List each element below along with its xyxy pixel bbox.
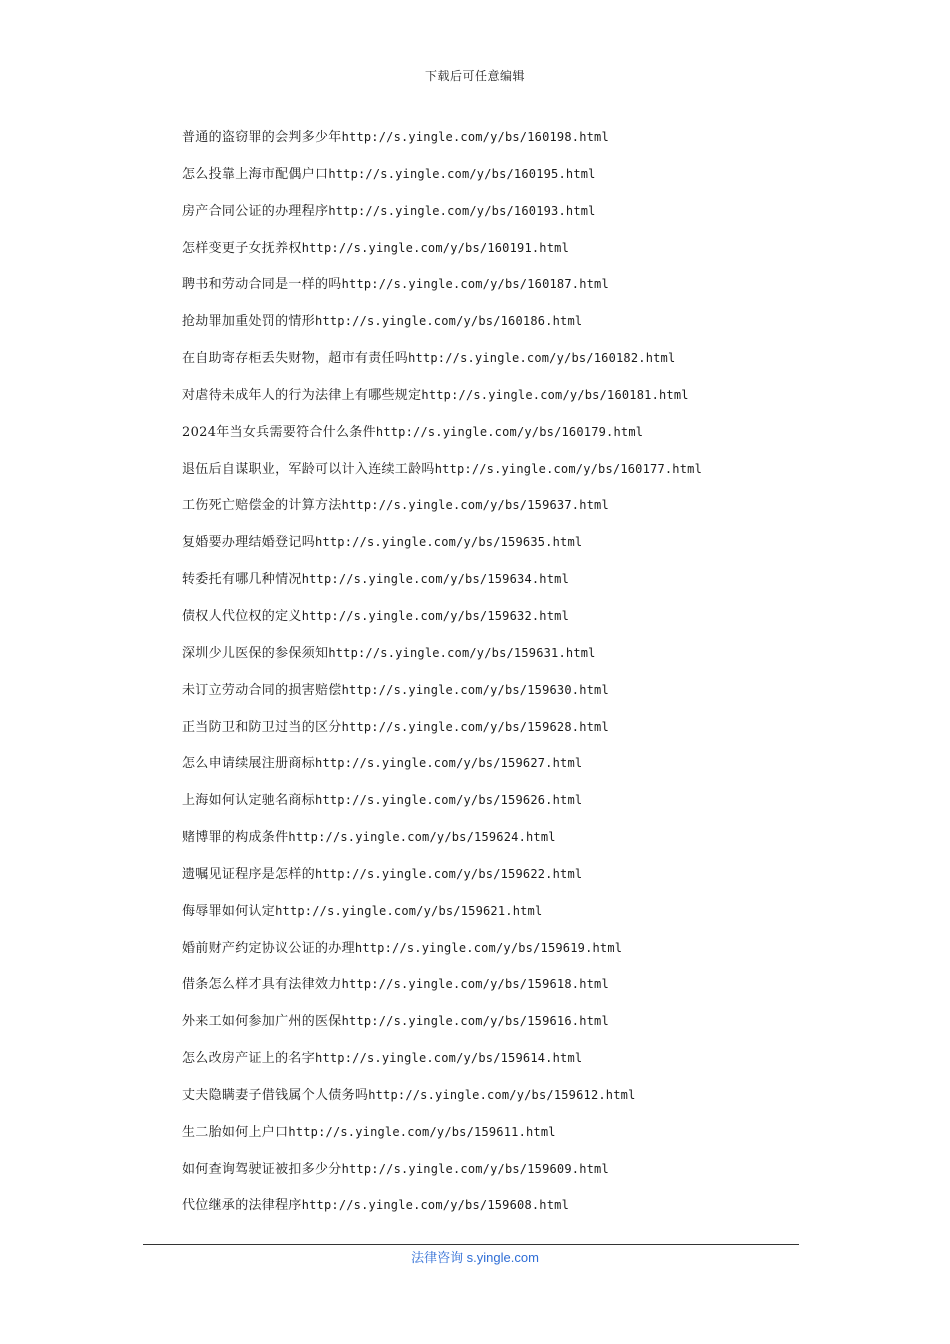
footer-link[interactable]: 法律咨询 s.yingle.com: [411, 1250, 539, 1265]
entry-title: 工伤死亡赔偿金的计算方法: [182, 498, 342, 514]
entry-title: 代位继承的法律程序: [182, 1198, 302, 1214]
entry-title: 复婚要办理结婚登记吗: [182, 535, 316, 551]
list-item: [182, 1046, 702, 1083]
list-item: [182, 125, 702, 162]
entry-title: 对虐待未成年人的行为法律上有哪些规定: [182, 387, 422, 403]
entry-url: http://s.yingle.com/y/bs/159635.html: [315, 535, 583, 550]
entry-title: 正当防卫和防卫过当的区分: [182, 719, 342, 735]
entry-url: http://s.yingle.com/y/bs/159612.html: [368, 1087, 636, 1102]
list-item: [182, 678, 702, 715]
list-item: [182, 641, 702, 678]
entry-url: http://s.yingle.com/y/bs/159614.html: [315, 1051, 583, 1066]
entry-url: http://s.yingle.com/y/bs/160181.html: [421, 387, 689, 402]
entry-url: http://s.yingle.com/y/bs/159637.html: [341, 498, 609, 513]
list-item: [182, 604, 702, 641]
entry-title: 外来工如何参加广州的医保: [182, 1014, 342, 1030]
list-item: [182, 936, 702, 973]
entry-title: 生二胎如何上户口: [182, 1124, 289, 1140]
entry-url: http://s.yingle.com/y/bs/159628.html: [341, 719, 609, 734]
list-item: [182, 346, 702, 383]
list-item: [182, 825, 702, 862]
entry-title: 未订立劳动合同的损害赔偿: [182, 682, 342, 698]
list-item: [182, 899, 702, 936]
entry-url: http://s.yingle.com/y/bs/159611.html: [288, 1124, 556, 1139]
list-item: [182, 751, 702, 788]
list-item: [182, 972, 702, 1009]
footer-divider: [143, 1244, 799, 1245]
entry-url: http://s.yingle.com/y/bs/159624.html: [288, 830, 556, 845]
entry-url: http://s.yingle.com/y/bs/159608.html: [301, 1198, 569, 1213]
entry-title: 2024年当女兵需要符合什么条件: [182, 424, 376, 440]
list-item: [182, 1083, 702, 1120]
list-item: [182, 567, 702, 604]
list-item: [182, 530, 702, 567]
entry-url: http://s.yingle.com/y/bs/160195.html: [328, 166, 596, 181]
entry-title: 怎么投靠上海市配偶户口: [182, 166, 329, 182]
entry-title: 上海如何认定驰名商标: [182, 793, 316, 809]
entry-title: 侮辱罪如何认定: [182, 903, 276, 919]
entry-title: 普通的盗窃罪的会判多少年: [182, 130, 342, 145]
list-item: [182, 493, 702, 530]
entry-title: 遗嘱见证程序是怎样的: [182, 866, 316, 882]
list-item: [182, 383, 702, 420]
entry-title: 抢劫罪加重处罚的情形: [182, 314, 316, 330]
entry-title: 房产合同公证的办理程序: [182, 203, 329, 219]
list-item: [182, 788, 702, 825]
entry-title: 债权人代位权的定义: [182, 608, 302, 624]
entry-url: http://s.yingle.com/y/bs/160191.html: [301, 240, 569, 255]
entry-url: http://s.yingle.com/y/bs/160187.html: [341, 277, 609, 292]
entry-url: http://s.yingle.com/y/bs/159631.html: [328, 645, 596, 660]
entry-title: 怎么申请续展注册商标: [182, 756, 316, 772]
list-item: [182, 1120, 702, 1157]
list-item: [182, 862, 702, 899]
entry-title: 深圳少儿医保的参保须知: [182, 645, 329, 661]
entry-title: 怎么改房产证上的名字: [182, 1051, 316, 1067]
entry-title: 借条怎么样才具有法律效力: [182, 977, 342, 993]
entry-title: 聘书和劳动合同是一样的吗: [182, 277, 342, 293]
entry-title: 在自助寄存柜丢失财物，超市有责任吗: [182, 351, 409, 367]
list-item: [182, 457, 702, 494]
entry-title: 如何查询驾驶证被扣多少分: [182, 1161, 342, 1177]
entry-url: http://s.yingle.com/y/bs/159630.html: [341, 682, 609, 697]
list-item: [182, 309, 702, 346]
entry-url: http://s.yingle.com/y/bs/160179.html: [375, 424, 644, 439]
entry-title: 赌博罪的构成条件: [182, 830, 289, 846]
entry-url: http://s.yingle.com/y/bs/159634.html: [301, 572, 569, 587]
entry-url: http://s.yingle.com/y/bs/159627.html: [315, 756, 583, 771]
page-header: 下载后可任意编辑: [424, 69, 525, 83]
list-item: [182, 420, 702, 457]
entry-url: http://s.yingle.com/y/bs/159609.html: [341, 1161, 609, 1176]
entry-url: http://s.yingle.com/y/bs/160193.html: [328, 203, 596, 218]
entry-title: 丈夫隐瞒妻子借钱属个人债务吗: [182, 1087, 369, 1103]
entry-title: 怎样变更子女抚养权: [182, 240, 302, 256]
entry-url: http://s.yingle.com/y/bs/159621.html: [275, 903, 543, 918]
entry-url: http://s.yingle.com/y/bs/159622.html: [315, 866, 583, 881]
page-footer: [0, 1247, 950, 1266]
entry-url: http://s.yingle.com/y/bs/159632.html: [301, 608, 569, 623]
list-item: [182, 1157, 702, 1194]
entry-url: http://s.yingle.com/y/bs/159619.html: [354, 940, 623, 955]
entry-list: [182, 125, 702, 1230]
entry-title: 转委托有哪几种情况: [182, 572, 302, 588]
entry-url: http://s.yingle.com/y/bs/160182.html: [408, 351, 676, 366]
list-item: [182, 272, 702, 309]
list-item: [182, 236, 702, 273]
entry-url: http://s.yingle.com/y/bs/159616.html: [341, 1014, 609, 1029]
list-item: [182, 162, 702, 199]
list-item: [182, 199, 702, 236]
list-item: [182, 1193, 702, 1230]
entry-url: http://s.yingle.com/y/bs/160198.html: [341, 130, 609, 144]
entry-url: http://s.yingle.com/y/bs/160177.html: [434, 461, 702, 476]
entry-title: 退伍后自谋职业，军龄可以计入连续工龄吗: [182, 461, 435, 477]
entry-url: http://s.yingle.com/y/bs/160186.html: [315, 314, 583, 329]
list-item: [182, 1009, 702, 1046]
list-item: [182, 715, 702, 752]
entry-url: http://s.yingle.com/y/bs/159626.html: [315, 793, 583, 808]
entry-title: 婚前财产约定协议公证的办理: [182, 940, 355, 956]
entry-url: http://s.yingle.com/y/bs/159618.html: [341, 977, 609, 992]
